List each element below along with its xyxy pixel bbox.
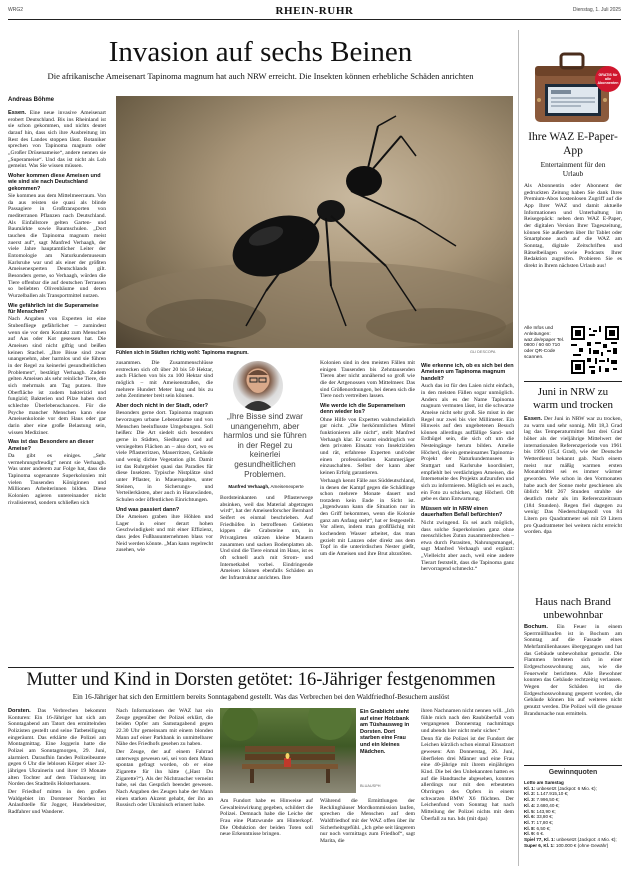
subheadline-dorsten: Ein 16-Jähriger hat sich den Ermittlern bereits Sonntagabend gestellt. Was das Verbrechen bei den Waldfriedhof-Besuchern auslöst bbox=[72, 693, 450, 701]
lotto-line: Lotto am Samstag bbox=[524, 780, 564, 785]
quote-source-role: Ameisenexperte bbox=[269, 484, 304, 489]
header-rule bbox=[8, 19, 621, 20]
ants-column-1 bbox=[8, 110, 106, 665]
ad-suitcase-image bbox=[527, 40, 621, 128]
weather-text-lead: Essen. bbox=[524, 416, 543, 422]
dateline: Dorsten. bbox=[8, 708, 31, 714]
sidebar-rule-2 bbox=[524, 765, 622, 766]
lotto-line: Kl. 9: 6 €. bbox=[524, 831, 545, 837]
lotto-line: Kl. 3: 7.996,50 €; bbox=[524, 797, 560, 803]
lotto-line: Kl. 5: 143,90 €; bbox=[524, 808, 556, 814]
headline-ants: Invasion auf sechs Beinen bbox=[108, 36, 413, 68]
lotto-line: Kl. 1: unbesetzt (Jackpot: 6 Mio. €); bbox=[524, 785, 597, 791]
author: Andreas Böhme bbox=[8, 97, 55, 103]
dorsten-column-2 bbox=[116, 708, 213, 864]
paragraph: Sie kommen aus dem Mittelmeerraum. Von da aus reisten sie quasi als blinde Passagiere in Großtransporten von mediterranen Pflanzen nach Deutschland. Als Einfallstore gelten Garten- und Baumärkte sowie Baumschulen. „Dort tauchen die Tapinoma magnum meist zuerst auf“, sagt Manfred Verhaagh, der viele Jahre hauptamtlicher Leiter der Entomologie am Naturkundemuseum Karlsruhe war und als einer der größten Ameisenexperten Deutschlands gilt. Besonders gerne, so Verhaagh, würden die Tiere offenbar die auf deutschen Terrassen so beliebten Olivenbäume und deren Wurzelballen als Transportmittel nutzen. bbox=[8, 193, 106, 299]
paragraph: Bordsteinkanten und Pflasterwege absinken, weil das Material abgetragen wird“, hat der Ameisenforscher Bernhard Seifert es einmal beschrieben. Auf Friedhöfen in betroffenen Gebieten kippen die Grabsteine um, in Privatgärten stürzen kleine Mauern zusammen und sacken Bodenplatten ab. Und sind die Tiere einmal im Haus, ist es oft schnell auch mit Strom- und Internetkabel vorbei. Eindringende Ameisen können ebenfalls Schäden an der Infrastruktur anrichten. Ihre bbox=[220, 495, 313, 581]
dateline: Essen. bbox=[8, 110, 27, 116]
qr-code-icon bbox=[571, 326, 619, 374]
weather-text-body: Der Juni in NRW war zu trocken, zu warm und sehr sonnig. Mit 18,3 Grad lag das Temperaturmittel fast drei Grad höher als der vieljährige Mittelwert der internationalen Referenzperiode von 1961 bis 1990 (15,4 Grad), wie der Deutsche Wetterdienst bekannt gab. Nach einem meist nur mäßig warmen ersten Monatsdrittel sei es immer wärmer geworden. Wie schon in den Vormonaten habe auch der Sonne mehr geschienen als üblich: Mit 267 Stunden strahlte sie deutlich mehr als im Referenzzeitraum (184 Stunden). Regen fiel dagegen zu wenig: Das Niederschlagssoll von 84 Litern pro Quadratmeter sei mit 59 Litern pro Quadratmeter bei weitem nicht erreicht worden. dpa bbox=[524, 416, 622, 536]
ants-column-2 bbox=[116, 360, 213, 665]
subheadline-ants: Die afrikanische Ameisenart Tapinoma magnum hat auch NRW erreicht. Die Insekten können erhebliche Schäden anrichten bbox=[47, 71, 474, 81]
paragraph: Kolonien sind in den meisten Fällen mit einigen Tausenden bis Zehntausenden Tieren aber nicht annähernd so groß wie die der Artgenossen vom Mittelmeer. Das sind Größenordnungen, bei denen sich die Tiere noch vertreiben lassen. bbox=[320, 360, 415, 400]
ant-photo-caption: Fühlen sich in Städten richtig wohl: Tapinoma magnum. bbox=[116, 350, 249, 356]
bench-photo bbox=[220, 708, 356, 793]
weather-title: Juni in NRW zu warm und trocken bbox=[532, 386, 614, 411]
lead-text: Eine neue invasive Ameisenart erobert Deutschland. Bis ins Rheinland ist sie schon gekommen, und nichts deutet darauf hin, dass sich ihre Ausbreitung im Rest des Landes stoppen lässt. Botaniker sprechen von Tapinoma magnum oder „Großer Drüsenameise“, andere nennen sie „Superameise“. Und das ist nicht als Lob gemeint. Was Sie wissen müssen. bbox=[8, 110, 106, 170]
ad-title: Ihre WAZ E-Paper-App bbox=[528, 131, 618, 157]
question-heading: Wie werde ich die Superameisen denn wieder los? bbox=[320, 402, 406, 416]
paragraph: Besonders gerne dort. Tapinoma magnum bevorzugen urbane Lebensräume und von Menschen beeinflusste Umgebungen. Soll heißen: Die Art siedelt sich besonders gerne in Städten, Siedlungen und auf versiegelten Flächen an – also dort, wo es viele Pflasterritzen, Mauerritzen, Gebäude und wenig dichte Vegetation gibt. Damit ist das Ruhrgebiet quasi das Paradies für diese Insekten. Typische Nistplätze sind unter Pflaster, in Mauerspalten, unter Steinen, in Sicherungs- und Verteilerkästen, aber auch in Hauswänden, Schulen oder öffentlichen Einrichtungen. bbox=[116, 410, 213, 503]
ad-qr-code[interactable] bbox=[571, 326, 619, 374]
fire-title: Haus nach Brand unbewohnbar bbox=[535, 596, 611, 621]
question-heading: Müssen wir in NRW einen dauerhaften Befall befürchten? bbox=[421, 506, 503, 519]
sidebar-rule-1 bbox=[524, 381, 622, 382]
lotto-line: Super 6, Kl. 1: 100.000 € (ohne Gewähr) bbox=[524, 842, 609, 848]
paragraph: Der Friedhof mitten in den großen Waldgebiet im Dorstener Norden ist Anlaufstelle für Jogger, Hundebesitzer, Radfahrer und Wanderer. bbox=[8, 789, 106, 816]
paragraph: zusammen. Die Zusammenschlüsse erstrecken sich oft über 20 bis 50 Hektar, auch Flächen von bis zu 100 Hektar sind möglich – mit Ameisenstraßen, die mehrere Hundert Meter lang und bis zu zehn Zentimeter breit sein können. bbox=[116, 360, 213, 400]
page-label: WRG2 bbox=[8, 7, 23, 13]
paragraph: Nicht zwingend. Es sei auch möglich, dass solche Superkolonien ganz ohne menschliches Zutun zusammenbrechen – etwa durch Parasiten, Nahrungsmangel, sagt Manfred Verhaagh und ergänzt: „Vielleicht aber auch, weil eine andere Tierart feststellt, dass die Tapinoma ganz hervorragend schmeckt.“ bbox=[421, 519, 514, 573]
paragraph: Am Fundort habe es Hinweise auf Gewalteinwirkung gegeben, schildert die Polizei. Demnach habe die Leiche der Frau eine Platzwunde am Hinterkopf. Die Obduktion der beiden Toten soll neue Erkenntnisse bringen. bbox=[220, 798, 313, 838]
paragraph: Nach Informationen der WAZ hat ein Zeuge gegenüber der Polizei erklärt, die beiden Opfer am Samstagabend gegen 22.30 Uhr gemeinsam mit einem blonden Mann auf einer Parkbank in unmittelbarer Nähe des Friedhofs gesehen zu haben. bbox=[116, 708, 213, 748]
question-heading: Und was passiert dann? bbox=[116, 506, 180, 513]
lead-text: Das Verbrechen bekommt Konturen: Ein 16-Jähriger hat sich am Sonntagabend am Tatort den ermittelnden Polizisten gestellt und seine Tatbeteiligung eingeräumt. Das erklärte die Polizei am Montagmittag. Eine Joggerin hatte die Polizei am Sonntagmorgen, 29. Juni, alarmiert. Daraufhin fanden Polizeibeamte gegen 6 Uhr die leblosen Körper einer 32-jährigen Ukrainerin und ihrer 19 Monate alten Tochter auf dem Tüshauweg im Norden des Stadtteils Holsterhausen. bbox=[8, 708, 106, 788]
question-heading: Was ist das Besondere an dieser Ameise? bbox=[8, 439, 94, 452]
paragraph: Die Ameisen graben ihre Höhlen und Lager in einer derart hohen Geschwindigkeit und mit einer Effizienz, dass jedes Fußbauunternehmen blass vor Neid werden könnte. „Man kann regelrecht zusehen, wie bbox=[116, 513, 213, 554]
gratis-badge bbox=[595, 66, 621, 92]
quote-source-name: Manfred Verhaagh, bbox=[228, 484, 270, 489]
paragraph: Verhaagh kennt Fälle aus Süddeutschland, in denen der Kampf gegen die Schädlinge schon mehrere Monate dauert und trotzdem kein Ende in Sicht ist. „Irgendwann kann die Situation nur in den Griff bekommen, wenn die Kolonie ganz am Anfang steht“, hat er festgestellt. Vor allem, indem man großflächig mit kochendem Wasser arbeitet, das man gezielt mit Lanzen oder direkt aus dem Topf in die unterirdischen Nester gießt, um die Ameisen und ihre Brut abzutöten. bbox=[320, 477, 415, 558]
person-icon bbox=[233, 361, 283, 411]
sidebar-divider bbox=[518, 30, 519, 866]
lotto-title: Gewinnquoten bbox=[548, 769, 598, 776]
bench-photo-credit: BLUAUSPH bbox=[360, 784, 381, 788]
headline-dorsten: Mutter und Kind in Dorsten getötet: 16-Jähriger festgenommen bbox=[26, 670, 496, 690]
pull-quote: „Ihre Bisse sind zwar unangenehm, aber harmlos und sie führen in der Regel zu keinerlei gesundheitlichen Problemen. bbox=[223, 412, 307, 479]
dorsten-column-3 bbox=[220, 798, 313, 864]
ant-photo-credit: GLI DESCOPA bbox=[470, 350, 496, 354]
weather-text bbox=[524, 416, 622, 536]
dorsten-column-5 bbox=[421, 708, 514, 864]
dorsten-column-4 bbox=[320, 798, 415, 864]
question-heading: Aber doch nicht in der Stadt, oder? bbox=[116, 402, 208, 409]
fire-text-body: Ein Feuer in einem Sperrmüllhaufen ist in Bochum am Sonntag auf die Fassade eines Mehrfamilienhauses übergegangen und hat das Gebäude unbewohnbar gemacht. Die Flammen breiteten sich in einer Erdgeschosswohnung aus, wie die Feuerwehr berichtete. Alle Bewohner konnten das Gebäude rechtzeitig verlassen. Wegen der Schäden ist die Erdgeschosswohnung gesperrt worden, die Gebäude können bis auf weiteres nicht genutzt werden. Die Polizei will die genaue Brandursache nun ermitteln. bbox=[524, 624, 622, 717]
fire-text bbox=[524, 624, 622, 717]
paragraph: Da gibt es einiges. „Sehr vermehrungsfreudig“ nennt sie Verhaagh. Was unter anderem zur Folge hat, dass die Tapinoma sogenannte Superkolonien mit vielen Tausenden Königinnen und Millionen Arbeiterinnen bilden. Diese Kolonien agieren untereinander nicht rivalisierend, sondern schließen sich bbox=[8, 453, 106, 506]
ant-photo bbox=[116, 96, 513, 348]
lotto-line: Spiel 77, Kl. 1: unbesetzt (Jackpot: 4 Mio. €); bbox=[524, 837, 617, 843]
lotto-line: Kl. 8: 6,50 €; bbox=[524, 825, 551, 831]
paragraph: Nach Angaben von Experten ist eine Stubenfliege gefährlicher – zumindest wenn sie vor dem Kontakt zum Menschen auf Aas oder Kot gesessen hat. Die Ameisen sind nicht giftig und beißen keinen Stachel. „Ihre Bisse sind zwar unangenehm, aber harmlos und sie führen in der Regel zu keinerlei gesundheitlichen Problemen“, bestätigt Verhaagh. Zudem gelten Ameisen als sehr reinliche Tiere, die sich mehrmals am Tag putzen. Ihre Oberfläche ist zudem bakterizid und fungizid; Bakterien und Pilze haben dort schlechte Überlebenschancen. Für die Psyche mancher Menschen kann eine Ameisenkolonie vor dem Haus oder gar darin aber eine große Belastung sein, wissen Mediziner. bbox=[8, 316, 106, 436]
lotto-line: Kl. 7: 17,80 €; bbox=[524, 819, 554, 825]
lead-paragraph bbox=[8, 708, 106, 788]
lotto-line: Kl. 4: 2.680,40 €; bbox=[524, 802, 560, 808]
bench-illustration bbox=[220, 708, 356, 793]
ants-column-3 bbox=[220, 495, 313, 665]
lotto-line: Kl. 6: 33,80 €; bbox=[524, 814, 554, 820]
fire-text-lead: Bochum. bbox=[524, 624, 548, 630]
lotto-line: Kl. 2: 1.147.915,10 €; bbox=[524, 791, 569, 797]
paragraph: Ohne Hilfe von Experten wahrscheinlich gar nicht. „Die herkömmlichen Mittel funktionieren alle nicht“, stellt Manfred Verhaagh klar. Er warnt eindringlich vor dem privaten Einsatz von Insektiziden und rät, erfahrene Experten und/oder einen professionellen Kammerjäger einzuschalten. Selbst der kann aber keinen Erfolg garantieren. bbox=[320, 416, 415, 476]
ant-illustration bbox=[116, 96, 513, 348]
lead-paragraph bbox=[8, 110, 106, 170]
section-title: RHEIN-RUHR bbox=[275, 5, 354, 17]
issue-date: Dienstag, 1. Juli 2025 bbox=[572, 7, 621, 13]
lotto-results bbox=[524, 780, 622, 848]
dorsten-column-1 bbox=[8, 708, 106, 864]
question-heading: Wie erkenne ich, ob es sich bei den Ameisen um Tapinoma magnum handelt? bbox=[421, 363, 514, 382]
bench-photo-caption: Ein Grablicht steht auf einer Holzbank am Tüshausweg in Dorsten. Dort starben eine Frau und ein kleines Mädchen. bbox=[360, 709, 410, 755]
ants-column-5 bbox=[421, 360, 514, 665]
ad-text: Als Abonnentin oder Abonnent der gedruckten Zeitung haben Sie dank Ihres Premium-Abos kostenlosen Zugriff auf die App Ihrer WAZ und damit aktuelle Informationen und Unterhaltung im Reisegepäck: neben dem WAZ E-Paper, der digitalen Version Ihrer Tageszeitung, können Sie außerdem über Ihr Tablet oder Smartphone auch auf die WAZ am Sonntag, digitale Zeitschriften und Rätselbeilagen sowie Podcasts Ihrer Redaktion zugreifen. Probieren Sie es direkt in Ihrem nächsten Urlaub aus! bbox=[524, 183, 622, 269]
paragraph: Während die Ermittlungen der Recklinghäuser Mordkommission laufen, sprechen die Menschen auf dem Waldfriedhof mit der WAZ offen über ihr Sicherheitsgefühl. „Ich gehe seit längerem nur noch vormittags zum Friedhof“, sagt Marita, die bbox=[320, 798, 415, 844]
ad-info: Alle Infos und Anleitungen: waz.de/epaper Tel. 0800 / 60 60 710 oder QR-Code scannen. bbox=[524, 326, 565, 360]
quote-portrait bbox=[233, 361, 283, 411]
ants-column-4 bbox=[320, 360, 415, 665]
paragraph: Denn für die Polizei ist der Fundort der Leichen kürzlich schon einmal Einsatzort gewesen: Am Donnerstag, 26. Juni, überfielen drei Männer und eine Frau eine 40-jährige mit ihrem einjährigen Kind. Die bei den Unbekannten hatten es auf die Handtasche abgesehen, konnten allerdings nur mit den erbeuteten Ohrringen des Opfers in einem schwarzen BMW X6 flüchten. Der Leichenfund vom Sonntag hat nach Mitteilung der Polizei nichts mit dem Überfall zu tun. hds (mit dpa) bbox=[421, 735, 514, 822]
ad-subtitle: Entertainment für den Urlaub bbox=[540, 160, 606, 178]
pull-quote-source bbox=[220, 484, 312, 489]
question-heading: Woher kommen diese Ameisen und wie sind sie nach Deutschland gekommen? bbox=[8, 172, 101, 192]
paragraph: ihren Nachnamen nicht nennen will. „Ich fühle mich nach den Raubüberfall vom vergangenen Donnerstag nachmittags und abends hier nicht mehr sicher.“ bbox=[421, 708, 514, 734]
question-heading: Wie gefährlich ist die Superameise für Menschen? bbox=[8, 302, 99, 316]
paragraph: Auch das ist für den Laien nicht einfach, in den meisten Fällen sogar unmöglich. Anders als es der Name Tapinoma magnum vermuten lässt, ist die schwarze Ameise nicht sehr groß. Sie misst in der Regel nur zwei bis vier Millimeter. Ein Hinweis auf den ungebetenen Besuch können allerdings auffällige Sand- und Erdhügel sein, die sich oft um die Nesteingänge herum bilden. Amelie Höcherl, die ein gemeinsames Tapinoma-Projekt der Naturkundemuseen in Stuttgart und Karlsruhe koordiniert, empfiehlt bei verdächtigen Ameisen, die Internetseite des Projekts aufzurufen und sich zu informieren. Möglich sei es auch, ein Foto zu schicken, sagt Höcherl. Oft gebe es dann Entwarnung. bbox=[421, 383, 514, 503]
article-divider bbox=[8, 667, 514, 668]
gratis-badge-text: GRATIS für alle Abonnenten bbox=[597, 72, 619, 86]
paragraph: Der Zeuge, der auf einem Fahrrad unterwegs gewesen sei, sei von dem Mann spontan gefragt worden, ob er eine Zigarette für ihn hätte („Hast Du Zigarette?“). Als der Nichtraucher verneint habe, sei das Gespräch beendet gewesen. Nach Angaben des Zeugen habe der Mann einen starken Akzent gehabt, der ihn an Russisch oder Ukrainisch erinnert habe. bbox=[116, 749, 213, 809]
